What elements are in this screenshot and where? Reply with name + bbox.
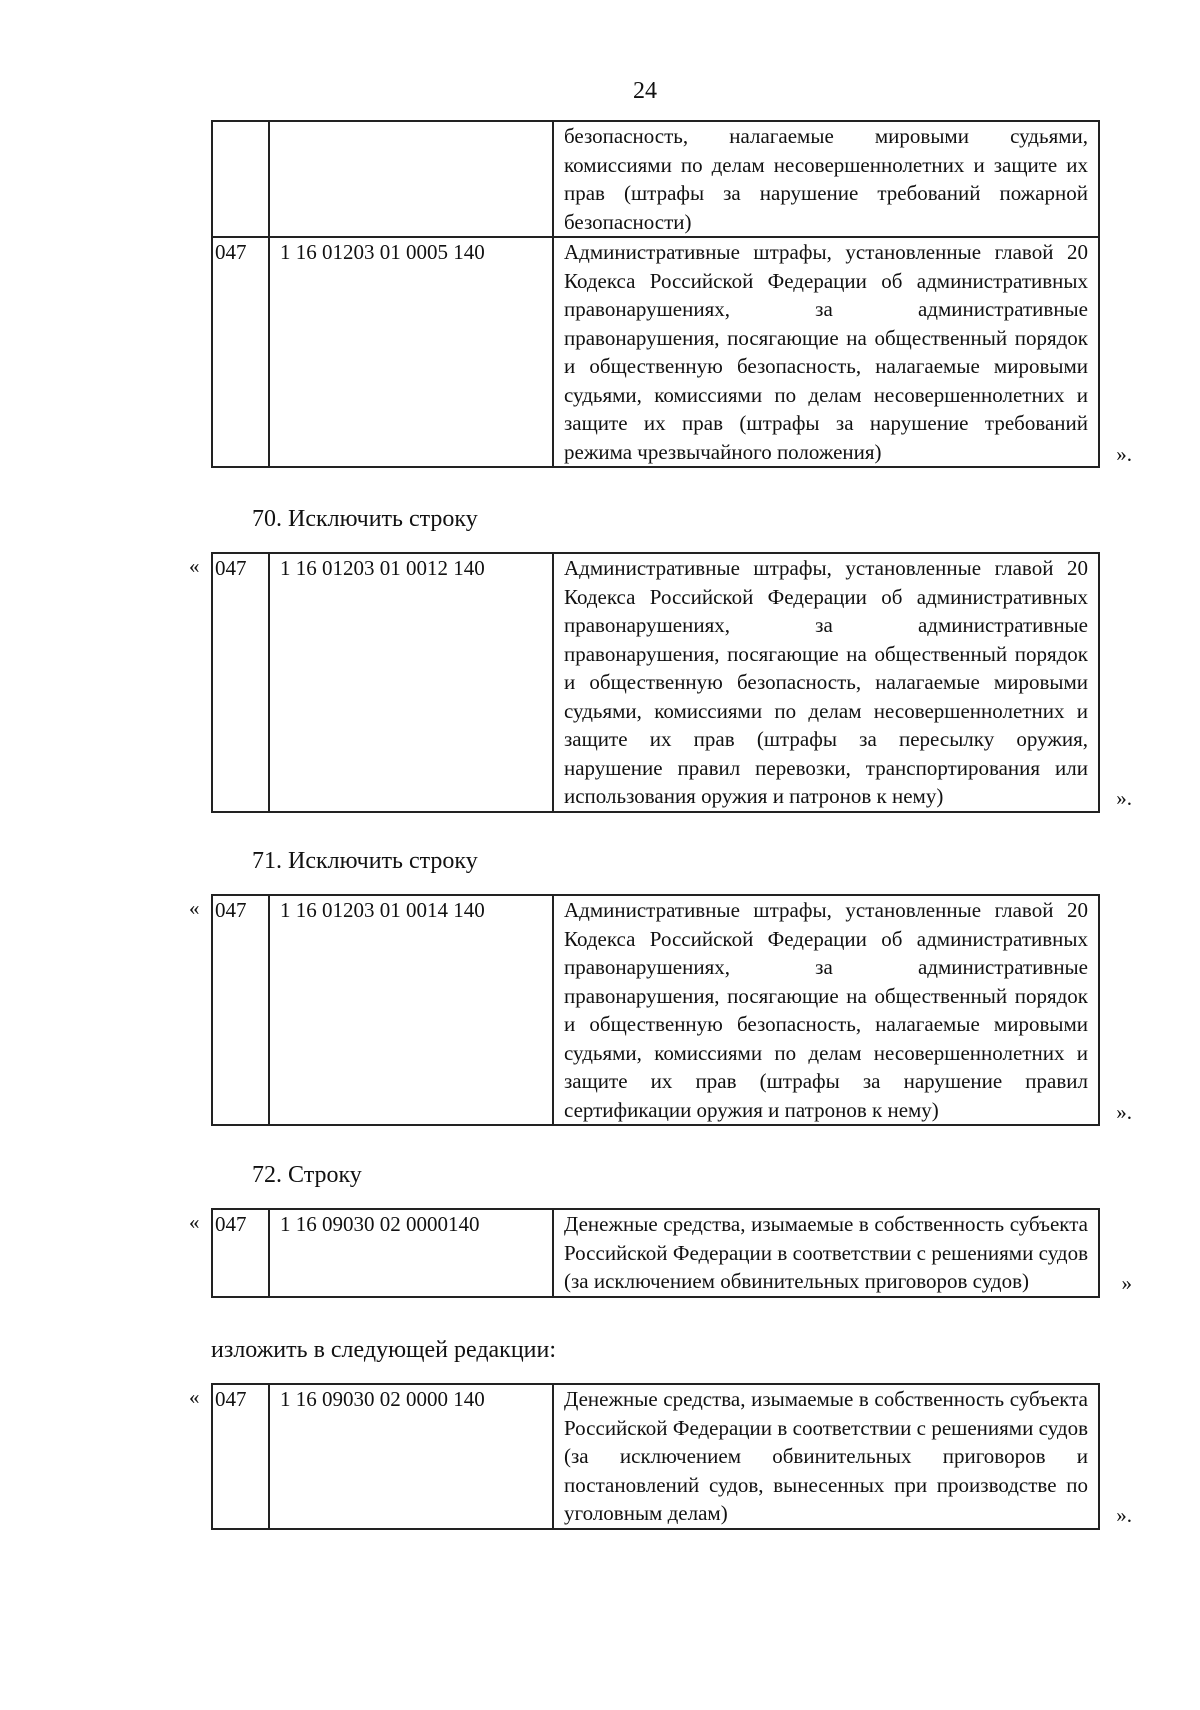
budget-code-cell: 1 16 01203 01 0005 140: [269, 237, 553, 467]
description-cell: [553, 553, 1099, 812]
item-71-heading: 71. Исключить строку: [252, 848, 478, 874]
description-text: Денежные средства, изымаемые в собственность субъекта Российской Федерации в соответствии с решениями судов (за исключением обвинительных приговоров судов): [564, 1212, 1088, 1293]
budget-code-cell: 1 16 09030 02 0000 140: [269, 1384, 553, 1529]
closing-quote: ».: [1116, 441, 1132, 466]
description-text: Административные штрафы, установленные главой 20 Кодекса Российской Федерации об административных правонарушениях, за административные правонарушения, посягающие на общественный порядок и общественную безопасность, налагаемые мировыми судьями, комиссиями по делам несовершеннолетних и защите их прав (штрафы за пересылку оружия, нарушение правил перевозки, транспортирования или использования оружия и патронов к нему): [564, 556, 1088, 808]
description-text: безопасность, налагаемые мировыми судьями, комиссиями по делам несовершеннолетних и защите их прав (штрафы за нарушение требований пожарной безопасности): [564, 124, 1088, 234]
description-cell: [553, 1209, 1099, 1297]
admin-code-cell: 047: [212, 553, 269, 812]
continuation-table-block: [211, 120, 1132, 468]
closing-quote: ».: [1116, 786, 1132, 810]
description-text: Административные штрафы, установленные главой 20 Кодекса Российской Федерации об административных правонарушениях, за административные правонарушения, посягающие на общественный порядок и общественную безопасность, налагаемые мировыми судьями, комиссиями по делам несовершеннолетних и защите их прав (штрафы за нарушение правил сертификации оружия и патронов к нему): [564, 898, 1088, 1122]
description-cell: [553, 1384, 1099, 1529]
closing-quote: ».: [1116, 1099, 1132, 1124]
budget-code-cell: [269, 121, 553, 237]
item-71-table-block: [189, 894, 1132, 1126]
closing-quote: »: [1121, 1271, 1132, 1295]
item-71-table: [211, 894, 1100, 1126]
budget-code-cell: 1 16 01203 01 0012 140: [269, 553, 553, 812]
opening-quote: «: [189, 896, 200, 920]
admin-code-cell: 047: [212, 895, 269, 1125]
item-72-old-table-block: [189, 1208, 1132, 1298]
item-70-heading: 70. Исключить строку: [252, 506, 478, 532]
closing-quote: ».: [1116, 1503, 1132, 1527]
opening-quote: «: [189, 1385, 200, 1409]
budget-code-cell: 1 16 09030 02 0000140: [269, 1209, 553, 1297]
new-wording-heading: изложить в следующей редакции:: [211, 1337, 557, 1363]
item-72-new-table: [211, 1383, 1100, 1530]
admin-code-cell: [212, 121, 269, 237]
description-cell: [553, 237, 1099, 467]
item-70-table-block: [189, 552, 1132, 813]
admin-code-cell: 047: [212, 1209, 269, 1297]
opening-quote: «: [189, 554, 200, 578]
table-row: [212, 895, 1099, 1125]
item-72-heading: 72. Строку: [252, 1162, 362, 1188]
description-cell: [553, 121, 1099, 237]
description-text: Административные штрафы, установленные главой 20 Кодекса Российской Федерации об административных правонарушениях, за административные правонарушения, посягающие на общественный порядок и общественную безопасность, налагаемые мировыми судьями, комиссиями по делам несовершеннолетних и защите их прав (штрафы за нарушение требований режима чрезвычайного положения): [564, 240, 1088, 464]
table-row: [212, 121, 1099, 237]
table-row: [212, 1384, 1099, 1529]
table-row: [212, 553, 1099, 812]
table-row: [212, 1209, 1099, 1297]
continuation-table: [211, 120, 1100, 468]
item-72-new-table-block: [189, 1383, 1132, 1530]
admin-code-cell: 047: [212, 1384, 269, 1529]
opening-quote: «: [189, 1210, 200, 1234]
item-70-table: [211, 552, 1100, 813]
admin-code-cell: 047: [212, 237, 269, 467]
item-72-old-table: [211, 1208, 1100, 1298]
budget-code-cell: 1 16 01203 01 0014 140: [269, 895, 553, 1125]
description-text: Денежные средства, изымаемые в собственность субъекта Российской Федерации в соответствии с решениями судов (за исключением обвинительных приговоров и постановлений судов, вынесенных при производстве по уголовным делам): [564, 1387, 1088, 1525]
table-row: [212, 237, 1099, 467]
page-number: 24: [633, 78, 657, 104]
description-cell: [553, 895, 1099, 1125]
